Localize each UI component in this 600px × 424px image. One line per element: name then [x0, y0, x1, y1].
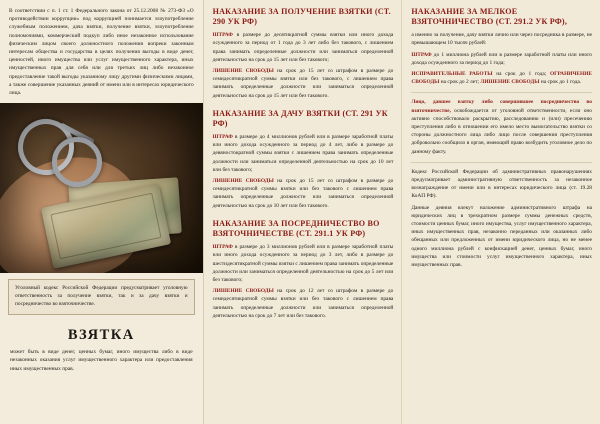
penalty-prison-2911-text: на срок до 12 лет со штрафом в размере до семидесятикратной суммы взятки или без такового с лишением права занимать определенные должности или заниматься определенной деятельностью на срок до 7 лет или без такового. — [212, 288, 394, 319]
middle-column — [204, 0, 402, 424]
section-title-giving-bribe: НАКАЗАНИЕ ЗА ДАЧУ ВЗЯТКИ (СТ. 291 УК РФ) — [212, 108, 388, 128]
exemption-lead: Лицо, давшее взятку либо совершившее посредничество во взяточничестве, — [411, 99, 592, 114]
admin-code-lead: Кодекс Российской Федерации об административных правонарушениях — [411, 168, 592, 175]
keyword-imprisonment: ЛИШЕНИЕ СВОБОДЫ — [212, 178, 274, 185]
penalty-fine-2912-text: до 1 миллиона рублей или в размере заработной платы или иного дохода осужденного за период до 1 года; — [411, 51, 592, 66]
penalty-prison-290 — [213, 67, 394, 100]
penalty-prison-2911 — [213, 287, 394, 320]
penalty-prison-291 — [213, 177, 394, 210]
left-column — [0, 0, 204, 424]
bribe-definition-block — [0, 315, 203, 424]
exemption-note — [411, 98, 592, 155]
keyword-restriction-of-freedom: ОГРАНИЧЕНИЕ СВОБОДЫ — [411, 71, 592, 86]
administrative-code-note — [411, 168, 592, 201]
divider — [411, 162, 592, 163]
petty-bribery-intro: а именно за получение, дачу взятки лично или через посредника в размере, не превышающем 10 тысяч рублей: — [411, 32, 592, 47]
right-column — [401, 0, 600, 424]
penalty-fine-2911 — [213, 243, 394, 284]
penalty-fine-290 — [213, 31, 394, 64]
penalty-prison-290-text: на срок до 15 лет со штрафом в размере до семидесятикратной суммы взятки или без такового, с лишением права занимать определенные должности или заниматься определенной деятельностью на срок до 15 лет или без такового. — [212, 68, 394, 99]
administrative-penalty-note: Данные деяния влекут наложение административного штрафа на юридических лиц в трехкратном размере суммы денежных средств, стоимости ценных бумаг, иного имущества, услуг имущественного характера, иных имущественных прав, незаконно переданных или оказанных либо обещанных или предложенных от имени юридического лица, но не менее одного миллиона рублей с конфискацией денег, ценных бумаг, иного имущества или стоимости услуг имущественного характера, иных имущественных прав. — [411, 204, 592, 269]
keyword-imprisonment: ЛИШЕНИЕ СВОБОДЫ — [212, 288, 274, 295]
penalty-prison-291-text: на срок до 15 лет со штрафом в размере до семидесятикратной суммы взятки или без такового с лишением права занимать определенные должности или заниматься определенной деятельностью на срок до 10 лет или без такового. — [212, 178, 394, 209]
penalty-corrective-labour-text: на срок до 1 года; — [492, 71, 550, 78]
section-title-mediation-bribe: НАКАЗАНИЕ ЗА ПОСРЕДНИЧЕСТВО ВО ВЗЯТОЧНИЧЕСТВЕ (СТ. 291.1 УК РФ) — [212, 218, 380, 238]
divider — [411, 92, 592, 93]
keyword-fine: ШТРАФ — [411, 51, 432, 58]
keyword-imprisonment: ЛИШЕНИЕ СВОБОДЫ — [212, 68, 274, 75]
penalty-fine-2911-text: в размере до 3 миллионов рублей или в размере заработной платы или иного дохода осужденного за период до 3 лет, либо в размере до шестидесятикратной суммы взятки с лишением права занимать определенные должности или заниматься определенной деятельностью на срок до 5 лет или без такового; — [212, 244, 394, 283]
section-title-receiving-bribe: НАКАЗАНИЕ ЗА ПОЛУЧЕНИЕ ВЗЯТКИ (СТ. 290 УК РФ) — [212, 7, 391, 27]
keyword-fine: ШТРАФ — [212, 134, 233, 141]
photo-hand-money-handcuffs — [0, 103, 203, 273]
penalty-fine-291-text: в размере до 4 миллионов рублей или в размере заработной платы или иного дохода осужденного за период до 4 лет, либо в размере до девяностократной суммы взятки с лишением права занимать определенные должности или заниматься определенной деятельностью на срок до 10 лет или без такового; — [212, 134, 394, 173]
admin-code-body: предусматривает административную ответственность за незаконное вознаграждение от имени или в интересах юридического лица (ст. 19.28 КоАП РФ). — [411, 177, 592, 200]
penalty-restriction-text: на срок до 2 лет; — [439, 79, 481, 86]
bribe-description: может быть в виде денег, ценных бумаг, иного имущества либо в виде незаконных оказания услуг имущественного характера или предоставления иных имущественных прав. — [10, 349, 193, 372]
penalty-fine-2912 — [411, 51, 592, 67]
criminal-code-callout: Уголовный кодекс Российской Федерации предусматривает уголовную ответственность за получение взятки, так и за дачу взятки и посредничество во взяточничестве. — [8, 279, 195, 315]
page-title: ВЗЯТКА — [67, 327, 135, 344]
keyword-corrective-labour: ИСПРАВИТЕЛЬНЫЕ РАБОТЫ — [411, 71, 493, 78]
photo-vignette — [0, 103, 203, 273]
exemption-body: освобождается от уголовной ответственности, если оно активно способствовало раскрытию, расследованию и (или) пресечению преступления либо в отношении его имело место вымогательство взятки со стороны должностного лица либо лицо после совершения преступления добровольно сообщило в орган, имеющий право возбудить уголовное дело по данному факту. — [411, 107, 592, 155]
keyword-imprisonment: ЛИШЕНИЕ СВОБОДЫ — [480, 79, 540, 86]
law-definition-text: В соответствии с п. 1 ст. 1 Федерального закона от 25.12.2008 № 273-ФЗ «О противодействии коррупции» под коррупцией понимается злоупотребление служебным положением, дача взятки, получение взятки, злоупотребление полномочиями, коммерческий подкуп либо иное незаконное использование физическим лицом своего должностного положения вопреки законным интересам общества и государства в целях получения выгоды в виде денег, ценностей, иного имущества или услуг имущественного характера, иных имущественных прав для себя или для третьих лиц либо незаконное предоставление такой выгоды указанному лицу другими физическими лицами, а также совершение указанных деяний от имени или в интересах юридического лица. — [9, 8, 194, 97]
penalty-fine-290-text: в размере до десятикратной суммы взятки или иного дохода осужденного за период от 1 года до 3 лет либо без такового, с лишением права занимать определенные должности или заниматься определенной деятельностью на срок до 15 лет или без такового; — [212, 32, 394, 63]
keyword-fine: ШТРАФ — [212, 244, 233, 251]
keyword-fine: ШТРАФ — [212, 32, 233, 39]
penalty-imprisonment-text: на срок до 1 года. — [539, 79, 582, 86]
section-title-petty-bribery: НАКАЗАНИЕ ЗА МЕЛКОЕ ВЗЯТОЧНИЧЕСТВО (СТ. 291.2 УК РФ), — [411, 7, 568, 27]
penalty-other-2912 — [411, 70, 592, 86]
penalty-fine-291 — [213, 133, 394, 174]
